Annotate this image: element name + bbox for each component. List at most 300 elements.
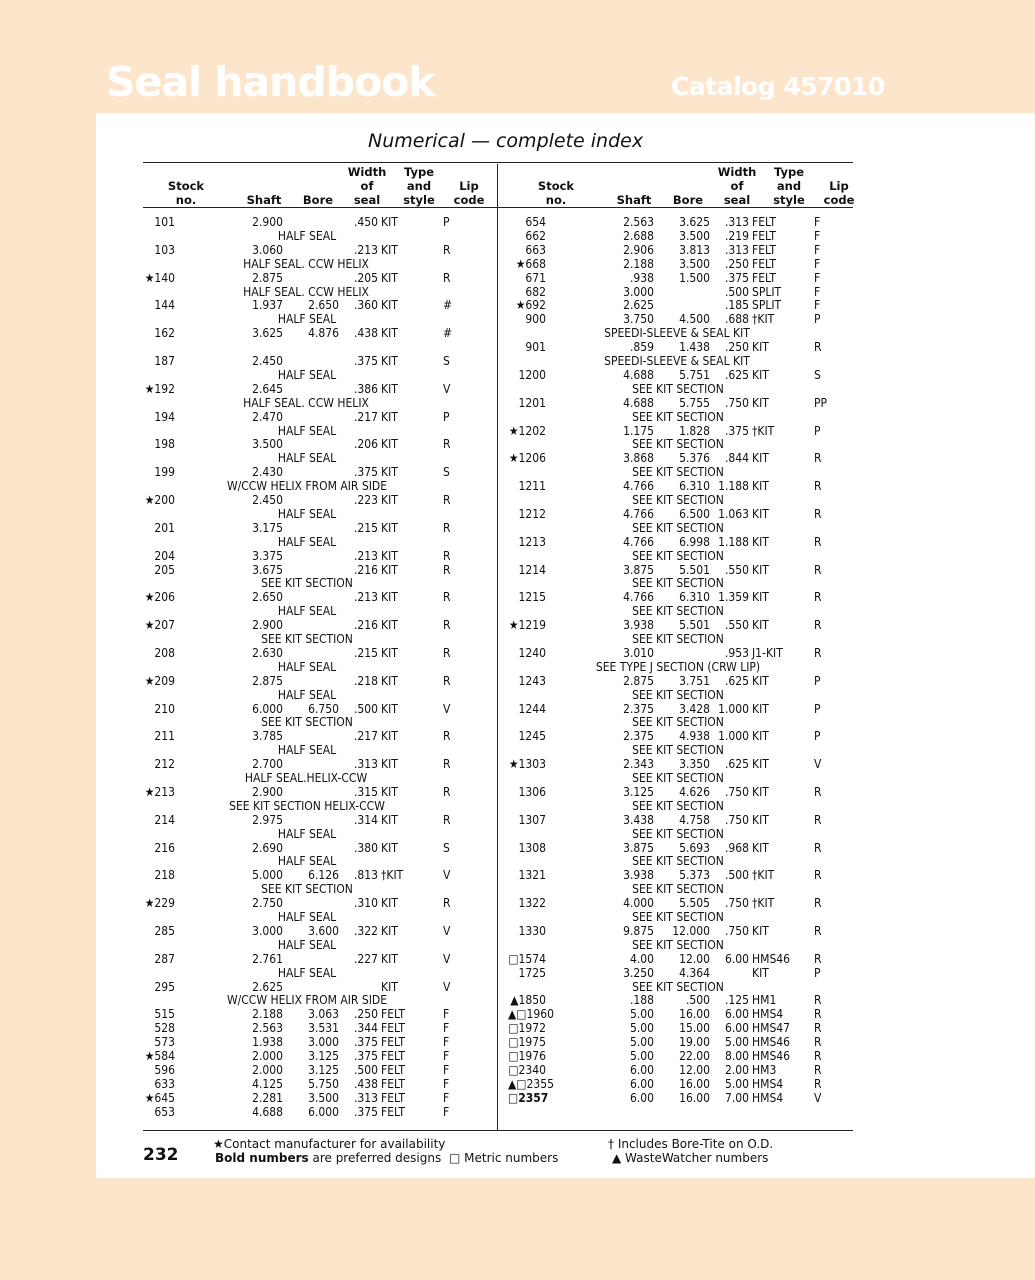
cell-shaft: .188 — [629, 993, 654, 1008]
cell-type: KIT — [752, 965, 769, 980]
row-note: SEE KIT SECTION — [632, 604, 724, 619]
cell-width: .125 — [724, 993, 749, 1008]
cell-width: .213 — [353, 242, 378, 257]
cell-type: KIT — [381, 437, 398, 452]
cell-shaft: 1.937 — [252, 298, 283, 313]
cell-type: KIT — [752, 701, 769, 716]
cell-lip: V — [443, 951, 451, 966]
row-note: HALF SEAL — [277, 854, 337, 869]
cell-stock: ★213 — [144, 784, 175, 799]
cell-type: KIT — [381, 270, 398, 285]
column-divider — [497, 164, 498, 1130]
cell-lip: F — [443, 1090, 450, 1105]
cell-lip: F — [814, 298, 821, 313]
row-note: SEE KIT SECTION — [632, 632, 724, 646]
cell-lip: S — [443, 465, 450, 480]
row-note: HALF SEAL. CCW HELIX — [243, 395, 369, 410]
cell-lip: R — [443, 493, 451, 507]
cell-shaft: 2.281 — [252, 1090, 283, 1105]
cell-shaft: 2.375 — [623, 701, 654, 716]
cell-lip: V — [443, 923, 451, 938]
cell-lip: R — [814, 784, 822, 799]
cell-type: HMS46 — [752, 951, 791, 966]
cell-width: .438 — [353, 326, 378, 341]
cell-lip: R — [443, 673, 451, 688]
cell-type: HM1 — [752, 993, 777, 1008]
cell-width: .313 — [724, 242, 749, 257]
cell-bore: 5.755 — [679, 395, 710, 410]
cell-type: †KIT — [381, 868, 404, 883]
cell-lip: R — [814, 479, 822, 494]
cell-lip: F — [814, 228, 821, 243]
cell-lip: P — [814, 423, 821, 438]
cell-shaft: 4.688 — [623, 395, 654, 410]
cell-bore: 4.758 — [679, 812, 710, 827]
cell-shaft: 4.125 — [252, 1076, 283, 1091]
cell-type: FELT — [381, 1062, 405, 1077]
cell-type: SPLIT — [752, 284, 782, 299]
cell-bore: 5.501 — [679, 562, 710, 577]
cell-width: .375 — [724, 423, 749, 438]
cell-shaft: 3.060 — [252, 242, 283, 257]
cell-width: 8.00 — [724, 1049, 749, 1063]
cell-shaft: 6.00 — [629, 1062, 654, 1077]
cell-type: KIT — [752, 340, 769, 355]
cell-type: KIT — [381, 784, 398, 799]
cell-lip: F — [443, 1049, 450, 1063]
cell-bore: 5.693 — [679, 840, 710, 855]
row-note: SEE KIT SECTION — [632, 937, 724, 952]
cell-shaft: 3.625 — [252, 326, 283, 341]
top-rule — [143, 162, 853, 163]
row-note: SEE KIT SECTION — [632, 854, 724, 869]
cell-width: .625 — [724, 673, 749, 688]
cell-stock: □1574 — [508, 951, 546, 966]
row-note: HALF SEAL — [277, 910, 337, 924]
cell-lip: V — [443, 701, 451, 716]
cell-shaft: 3.875 — [623, 562, 654, 577]
col-type: Type and style — [403, 165, 435, 207]
cell-shaft: 2.430 — [252, 465, 283, 480]
cell-width: .185 — [724, 298, 749, 313]
row-note: SEE KIT SECTION HELIX-CCW — [229, 798, 385, 813]
cell-bore: 5.750 — [308, 1076, 339, 1091]
cell-shaft: 2.700 — [252, 757, 283, 772]
cell-width: .500 — [353, 701, 378, 716]
cell-width: 1.188 — [718, 479, 749, 494]
cell-lip: S — [443, 354, 450, 368]
cell-shaft: 2.900 — [252, 618, 283, 633]
cell-type: KIT — [381, 951, 398, 966]
cell-lip: R — [814, 451, 822, 466]
cell-type: SPLIT — [752, 298, 782, 313]
cell-shaft: 2.906 — [623, 242, 654, 257]
footnote-boretite: † Includes Bore-Tite on O.D. — [608, 1137, 774, 1151]
cell-shaft: 2.343 — [623, 757, 654, 772]
cell-stock: 1200 — [518, 367, 546, 382]
cell-type: KIT — [752, 590, 769, 605]
cell-bore: 3.000 — [308, 1035, 339, 1050]
row-note: HALF SEAL — [277, 826, 337, 841]
row-note: SEE KIT SECTION — [632, 882, 724, 897]
page-number: 232 — [143, 1145, 179, 1165]
cell-stock: 1725 — [518, 965, 546, 980]
row-note: HALF SEAL. CCW HELIX — [243, 284, 369, 299]
cell-type: FELT — [381, 1035, 405, 1050]
col-shaft: Shaft — [246, 193, 282, 207]
cell-stock: 633 — [154, 1076, 175, 1091]
cell-shaft: 3.175 — [252, 520, 283, 535]
cell-lip: R — [814, 1035, 822, 1050]
cell-width: .500 — [724, 284, 749, 299]
cell-bore: 3.600 — [308, 923, 339, 938]
cell-shaft: 2.690 — [252, 840, 283, 855]
row-note: SPEEDI-SLEEVE & SEAL KIT — [604, 326, 750, 341]
cell-stock: 1306 — [518, 784, 546, 799]
cell-width: .375 — [353, 1049, 378, 1063]
cell-lip: P — [814, 312, 821, 327]
col-lip: Lip code — [823, 179, 855, 207]
cell-stock: ★1219 — [508, 618, 546, 633]
cell-lip: R — [443, 784, 451, 799]
cell-stock: 204 — [154, 548, 175, 563]
cell-type: KIT — [752, 757, 769, 772]
row-note: W/CCW HELIX FROM AIR SIDE — [226, 479, 388, 494]
cell-stock: 1244 — [518, 701, 546, 716]
cell-stock: 210 — [154, 701, 175, 716]
row-note: HALF SEAL — [277, 312, 337, 327]
cell-stock: 1322 — [518, 896, 546, 911]
cell-bore: 2.650 — [308, 298, 339, 313]
cell-lip: P — [443, 409, 450, 424]
cell-shaft: 2.625 — [623, 298, 654, 313]
cell-shaft: 2.645 — [252, 381, 283, 396]
cell-width: .223 — [353, 493, 378, 507]
cell-stock: ★584 — [144, 1049, 175, 1063]
cell-type: FELT — [752, 215, 776, 229]
row-note: SEE KIT SECTION — [632, 548, 724, 563]
cell-width: .315 — [353, 784, 378, 799]
cell-stock: 901 — [525, 340, 546, 355]
cell-width: .218 — [353, 673, 378, 688]
cell-shaft: 3.938 — [623, 618, 654, 633]
cell-type: KIT — [752, 562, 769, 577]
cell-lip: R — [814, 534, 822, 549]
cell-stock: 515 — [154, 1007, 175, 1022]
cell-lip: F — [443, 1021, 450, 1036]
cell-width: .205 — [353, 270, 378, 285]
cell-width: .322 — [353, 923, 378, 938]
cell-bore: 3.625 — [679, 215, 710, 229]
col-width: Width of seal — [347, 165, 387, 207]
cell-lip: R — [443, 548, 451, 563]
cell-bore: 5.751 — [679, 367, 710, 382]
cell-stock: 1245 — [518, 729, 546, 744]
cell-lip: R — [814, 923, 822, 938]
row-note: HALF SEAL — [277, 604, 337, 619]
cell-bore: 4.876 — [308, 326, 339, 341]
cell-width: .250 — [724, 256, 749, 271]
cell-type: HMS46 — [752, 1049, 791, 1063]
footnote-wastewatcher: ▲ WasteWatcher numbers — [612, 1151, 769, 1165]
cell-lip: R — [814, 340, 822, 355]
footnote-contact: ★Contact manufacturer for availability — [213, 1137, 446, 1151]
cell-shaft: 3.000 — [623, 284, 654, 299]
row-note: SEE KIT SECTION — [632, 493, 724, 507]
cell-stock: 1213 — [518, 534, 546, 549]
cell-shaft: 4.766 — [623, 590, 654, 605]
row-note: HALF SEAL — [277, 965, 337, 980]
cell-width: 6.00 — [724, 951, 749, 966]
row-note: HALF SEAL — [277, 687, 337, 702]
cell-stock: ★1202 — [508, 423, 546, 438]
cell-bore: 16.00 — [679, 1007, 710, 1022]
cell-type: HMS47 — [752, 1021, 791, 1036]
cell-width: .313 — [724, 215, 749, 229]
row-note: HALF SEAL — [277, 228, 337, 243]
cell-stock: 103 — [154, 242, 175, 257]
cell-type: FELT — [381, 1104, 405, 1119]
cell-shaft: 4.766 — [623, 506, 654, 521]
cell-width: .968 — [724, 840, 749, 855]
cell-lip: F — [443, 1076, 450, 1091]
cell-stock: 1215 — [518, 590, 546, 605]
cell-width: .344 — [353, 1021, 378, 1036]
cell-shaft: 1.938 — [252, 1035, 283, 1050]
cell-width: 2.00 — [724, 1062, 749, 1077]
cell-lip: R — [814, 840, 822, 855]
cell-bore: 6.750 — [308, 701, 339, 716]
cell-type: KIT — [381, 562, 398, 577]
cell-stock: □1972 — [508, 1021, 546, 1036]
cell-bore: 5.376 — [679, 451, 710, 466]
cell-lip: R — [814, 645, 822, 660]
cell-shaft: 2.470 — [252, 409, 283, 424]
row-note: HALF SEAL.HELIX-CCW — [244, 771, 368, 785]
row-note: SEE KIT SECTION — [261, 576, 353, 591]
cell-stock: □2340 — [508, 1062, 546, 1077]
cell-stock: ★140 — [144, 270, 175, 285]
cell-type: KIT — [381, 757, 398, 772]
cell-type: KIT — [752, 784, 769, 799]
col-lip: Lip code — [453, 179, 485, 207]
cell-stock: 205 — [154, 562, 175, 577]
cell-lip: V — [443, 979, 451, 994]
cell-lip: PP — [814, 395, 828, 410]
cell-lip: R — [443, 590, 451, 605]
cell-shaft: 6.00 — [629, 1090, 654, 1105]
cell-width: .625 — [724, 757, 749, 772]
cell-width: .313 — [353, 757, 378, 772]
cell-shaft: 3.125 — [623, 784, 654, 799]
cell-width: .250 — [724, 340, 749, 355]
cell-stock: ★645 — [144, 1090, 175, 1105]
cell-width: .844 — [724, 451, 749, 466]
cell-lip: F — [443, 1035, 450, 1050]
cell-width: .750 — [724, 784, 749, 799]
cell-type: FELT — [752, 270, 776, 285]
handbook-title: Seal handbook — [106, 58, 435, 106]
cell-width: .215 — [353, 520, 378, 535]
cell-type: FELT — [381, 1021, 405, 1036]
row-note: SEE KIT SECTION — [632, 798, 724, 813]
cell-shaft: 4.00 — [629, 951, 654, 966]
cell-width: .375 — [353, 465, 378, 480]
cell-width: .380 — [353, 840, 378, 855]
cell-shaft: 2.875 — [252, 270, 283, 285]
cell-stock: 187 — [154, 354, 175, 368]
row-note: SEE KIT SECTION — [632, 826, 724, 841]
cell-stock: 208 — [154, 645, 175, 660]
footnote-metric: □ Metric numbers — [449, 1151, 559, 1165]
row-note: SEE KIT SECTION — [261, 882, 353, 897]
cell-bore: 5.505 — [679, 896, 710, 911]
cell-width: 1.188 — [718, 534, 749, 549]
cell-type: KIT — [381, 520, 398, 535]
cell-width: 5.00 — [724, 1035, 749, 1050]
cell-lip: R — [814, 1007, 822, 1022]
row-note: HALF SEAL — [277, 534, 337, 549]
cell-bore: 3.813 — [679, 242, 710, 257]
cell-width: .227 — [353, 951, 378, 966]
cell-width: .438 — [353, 1076, 378, 1091]
cell-shaft: 6.00 — [629, 1076, 654, 1091]
cell-stock: □2357 — [508, 1090, 549, 1105]
cell-width: .310 — [353, 896, 378, 911]
cell-type: KIT — [752, 618, 769, 633]
cell-type: HMS4 — [752, 1007, 784, 1022]
cell-shaft: .938 — [629, 270, 654, 285]
cell-stock: 285 — [154, 923, 175, 938]
cell-width: .750 — [724, 923, 749, 938]
cell-stock: 201 — [154, 520, 175, 535]
cell-type: KIT — [381, 409, 398, 424]
cell-bore: 19.00 — [679, 1035, 710, 1050]
row-note: SEE KIT SECTION — [632, 771, 724, 785]
cell-lip: R — [814, 896, 822, 911]
cell-stock: 218 — [154, 868, 175, 883]
cell-lip: R — [814, 1062, 822, 1077]
cell-type: KIT — [381, 729, 398, 744]
cell-width: 6.00 — [724, 1021, 749, 1036]
cell-type: KIT — [752, 673, 769, 688]
row-note: SEE KIT SECTION — [632, 910, 724, 924]
cell-lip: R — [443, 270, 451, 285]
header-rule — [143, 207, 853, 208]
cell-shaft: 2.000 — [252, 1049, 283, 1063]
cell-lip: # — [443, 298, 453, 313]
cell-shaft: 2.975 — [252, 812, 283, 827]
row-note: HALF SEAL — [277, 506, 337, 521]
cell-stock: 199 — [154, 465, 175, 480]
cell-lip: F — [814, 242, 821, 257]
cell-type: KIT — [381, 701, 398, 716]
cell-width: .360 — [353, 298, 378, 313]
cell-stock: ▲□2355 — [508, 1076, 554, 1091]
cell-type: KIT — [381, 840, 398, 855]
cell-lip: R — [443, 520, 451, 535]
bottom-rule — [143, 1130, 853, 1131]
cell-shaft: .859 — [629, 340, 654, 355]
cell-bore: 16.00 — [679, 1090, 710, 1105]
cell-type: HMS4 — [752, 1076, 784, 1091]
cell-stock: ▲1850 — [510, 993, 546, 1008]
row-note: SEE KIT SECTION — [632, 715, 724, 730]
cell-width: .500 — [353, 1062, 378, 1077]
cell-stock: 194 — [154, 409, 175, 424]
cell-type: HMS46 — [752, 1035, 791, 1050]
cell-shaft: 2.650 — [252, 590, 283, 605]
cell-type: KIT — [381, 548, 398, 563]
cell-lip: F — [443, 1007, 450, 1022]
cell-type: KIT — [381, 673, 398, 688]
cell-lip: R — [443, 242, 451, 257]
cell-lip: P — [814, 965, 821, 980]
cell-stock: 1308 — [518, 840, 546, 855]
footnote-bold-word: Bold numbers — [215, 1151, 309, 1165]
cell-stock: 295 — [154, 979, 175, 994]
cell-stock: 1214 — [518, 562, 546, 577]
row-note: SEE KIT SECTION — [632, 743, 724, 758]
cell-stock: 212 — [154, 757, 175, 772]
row-note: HALF SEAL. CCW HELIX — [243, 256, 369, 271]
cell-stock: 662 — [525, 228, 546, 243]
cell-width: .500 — [724, 868, 749, 883]
cell-width: .213 — [353, 590, 378, 605]
cell-type: KIT — [381, 923, 398, 938]
row-note: HALF SEAL — [277, 451, 337, 466]
col-type: Type and style — [773, 165, 805, 207]
cell-shaft: 3.438 — [623, 812, 654, 827]
cell-shaft: 2.450 — [252, 354, 283, 368]
cell-width: .813 — [353, 868, 378, 883]
cell-type: FELT — [752, 228, 776, 243]
row-note: SEE KIT SECTION — [632, 687, 724, 702]
cell-stock: ★692 — [515, 298, 546, 313]
cell-bore: 6.310 — [679, 590, 710, 605]
cell-bore: .500 — [685, 993, 710, 1008]
cell-stock: 214 — [154, 812, 175, 827]
cell-shaft: 1.175 — [623, 423, 654, 438]
cell-bore: 12.00 — [679, 1062, 710, 1077]
cell-stock: 198 — [154, 437, 175, 452]
cell-shaft: 3.010 — [623, 645, 654, 660]
cell-lip: V — [814, 757, 822, 772]
cell-shaft: 2.900 — [252, 215, 283, 229]
cell-stock: 653 — [154, 1104, 175, 1119]
row-note: SEE TYPE J SECTION (CRW LIP) — [595, 659, 761, 674]
cell-lip: R — [814, 812, 822, 827]
cell-stock: 101 — [154, 215, 175, 229]
cell-lip: R — [443, 757, 451, 772]
cell-lip: F — [814, 284, 821, 299]
cell-type: †KIT — [752, 868, 775, 883]
cell-type: KIT — [381, 465, 398, 480]
cell-shaft: 2.630 — [252, 645, 283, 660]
cell-width: .450 — [353, 215, 378, 229]
cell-lip: F — [814, 256, 821, 271]
cell-lip: R — [814, 1076, 822, 1091]
cell-lip: F — [443, 1062, 450, 1077]
cell-lip: R — [443, 645, 451, 660]
cell-shaft: 3.250 — [623, 965, 654, 980]
col-stock: Stock no. — [537, 179, 575, 207]
row-note: SEE KIT SECTION — [261, 715, 353, 730]
cell-lip: V — [814, 1090, 822, 1105]
cell-shaft: 2.750 — [252, 896, 283, 911]
cell-shaft: 2.375 — [623, 729, 654, 744]
cell-shaft: 3.675 — [252, 562, 283, 577]
